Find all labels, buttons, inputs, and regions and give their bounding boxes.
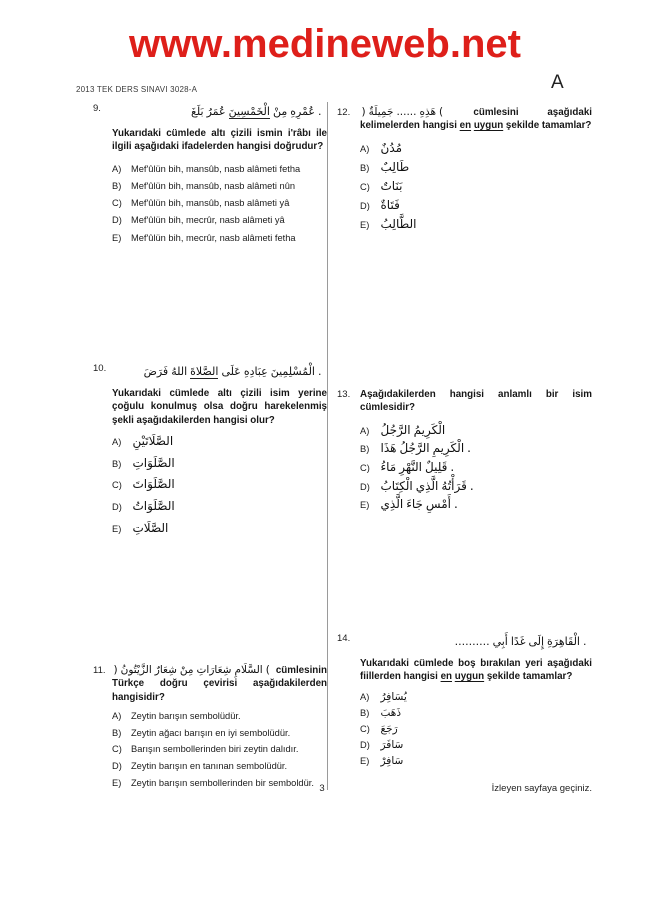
option-label: B): [112, 458, 122, 469]
option-label: C): [360, 182, 370, 192]
question-14: [337, 632, 592, 771]
option-text: Zeytin barışın en tanınan sembolüdür.: [131, 761, 288, 771]
answer-option: [360, 707, 592, 720]
arabic-sentence-line: [112, 362, 327, 380]
arabic-phrase: [379, 756, 405, 766]
arabic-word: النَّهْرِ: [399, 460, 422, 474]
stem-text: şekilde tamamlar?: [484, 671, 573, 683]
underlined-text: en: [459, 120, 472, 132]
arabic-word: ): [265, 664, 270, 676]
arabic-word: هَذِهِ: [419, 106, 437, 118]
page-number: 3: [319, 783, 325, 794]
arabic-word: .: [469, 478, 474, 493]
arabic-word: غَدًا: [510, 635, 526, 648]
arabic-phrase: [379, 422, 447, 437]
arabic-word: أَمْسِ: [425, 497, 451, 512]
option-text: [379, 461, 592, 475]
options-list: [360, 142, 592, 232]
options-list: [360, 424, 592, 512]
site-banner: www.medineweb.net: [129, 22, 521, 66]
options-list: [112, 435, 327, 535]
option-text: [131, 435, 327, 449]
option-label: D): [360, 740, 370, 751]
option-text: Mef'ûlün bih, mansûb, nasb alâmeti nûn: [131, 181, 296, 191]
arabic-word: بَنَاتٌ: [380, 179, 403, 193]
arabic-word: الصَّلَوَاتَ: [132, 477, 175, 492]
option-label: C): [112, 480, 122, 491]
arabic-word: .: [583, 635, 587, 648]
arabic-word: الَّذِي: [380, 497, 404, 512]
arabic-word: الْقَاهِرَةِ: [547, 635, 580, 648]
arabic-word: الصَّلَوَاتِ: [132, 455, 175, 470]
option-label: A): [112, 711, 122, 722]
arabic-word: مُدُنٌ: [380, 140, 403, 155]
question-columns: [75, 100, 592, 800]
answer-option: [360, 755, 592, 768]
option-text: [131, 478, 327, 492]
option-text: Zeytin barışın sembolüdür.: [131, 711, 241, 722]
stem-text: şekilde tamamlar?: [503, 120, 592, 132]
arabic-phrase: [379, 159, 411, 174]
arabic-phrase: [379, 179, 404, 193]
arabic-word: عَلَى: [221, 365, 241, 378]
arabic-word: مَاءُ: [380, 460, 397, 474]
arabic-phrase: [131, 477, 176, 492]
option-text: Barışın sembollerinden biri zeytin dalıdır.: [131, 744, 299, 755]
arabic-word-underlined: الصَّلاةَ: [190, 365, 219, 378]
exam-code: 2013 TEK DERS SINAVI 3028-A: [76, 85, 198, 94]
option-text: [379, 218, 592, 232]
option-label: B): [112, 181, 122, 191]
arabic-phrase: [190, 102, 323, 119]
answer-option: [360, 424, 592, 438]
answer-option: [360, 739, 592, 752]
arabic-word: (: [361, 106, 366, 118]
arabic-word: .: [318, 105, 322, 118]
stem-text: cümlesini aşağıdaki kelimelerden hangisi: [360, 107, 592, 132]
arabic-word: .: [450, 460, 455, 474]
option-text: [379, 180, 592, 194]
option-label: A): [360, 143, 370, 154]
option-label: E): [112, 523, 122, 534]
question-number: 11.: [93, 665, 106, 676]
question-stem: [360, 106, 592, 133]
option-text: [379, 480, 592, 494]
arabic-phrase: [112, 665, 271, 676]
answer-option: [112, 478, 327, 492]
option-text: [131, 522, 327, 536]
answer-option: [112, 710, 327, 723]
answer-option: [112, 777, 327, 790]
arabic-word: جَمِيلَةٌ: [368, 106, 394, 118]
question-12: [337, 106, 592, 237]
option-label: B): [112, 727, 122, 738]
arabic-phrase: [379, 217, 418, 232]
arabic-word: طَالِبٌ: [380, 159, 410, 174]
question-number: 9.: [93, 103, 101, 114]
answer-option: [360, 199, 592, 213]
right-column: [337, 100, 592, 800]
stem-text: Aşağıdakilerden hangisi anlamlı bir isim cümlesidir?: [360, 389, 592, 414]
arabic-word: الرَّجُلُ: [399, 441, 430, 456]
arabic-word: عُمْرِهِ: [290, 105, 315, 118]
arabic-word: الَّذِي: [415, 478, 439, 493]
option-text: [131, 500, 327, 514]
option-label: E): [112, 232, 122, 243]
stem-text: Yukarıdaki cümlede boş bırakılan yeri aşağıdaki fiillerden hangisi: [360, 658, 592, 683]
option-label: C): [360, 724, 370, 734]
stem-text: Yukarıdaki cümlede altı çizili isim yerine çoğulu konulmuş olsa doğru harekelenmiş şekli aşağıdakilerden hangisi olur?: [112, 388, 327, 426]
option-text: Zeytin ağacı barışın en iyi sembolüdür.: [131, 727, 291, 738]
question-number: 13.: [337, 389, 351, 400]
arabic-phrase: [379, 140, 404, 155]
option-label: E): [112, 777, 122, 788]
arabic-word: مِنْ: [179, 664, 194, 676]
question-stem: [112, 664, 327, 704]
arabic-word: رَجَعَ: [380, 723, 398, 735]
option-label: D): [112, 215, 122, 226]
arabic-phrase: [131, 520, 170, 535]
option-label: B): [360, 162, 370, 173]
option-text: Mef'ûlün bih, mansûb, nasb alâmeti yâ: [131, 198, 290, 209]
option-label: D): [360, 481, 370, 492]
option-text: [131, 457, 327, 471]
answer-option: [112, 232, 327, 245]
arabic-phrase: [131, 499, 176, 513]
arabic-sentence-line: [360, 632, 592, 650]
booklet-letter: A: [551, 72, 564, 93]
option-text: Mef'ûlün bih, mecrûr, nasb alâmeti fetha: [131, 232, 296, 243]
option-text: [379, 755, 592, 768]
arabic-word: بَلَغَ: [191, 105, 204, 118]
option-label: E): [360, 500, 370, 511]
arabic-phrase: [453, 632, 588, 649]
arabic-phrase: [379, 497, 459, 512]
underlined-text: uygun: [473, 120, 504, 132]
arabic-word: شِعَارٌ: [154, 664, 177, 676]
arabic-phrase: [360, 107, 445, 118]
answer-option: [112, 457, 327, 471]
arabic-word: الزَّيْتُونُ: [120, 664, 152, 676]
question-number: 14.: [337, 633, 351, 644]
arabic-word-underlined: الْخَمْسِينَ: [228, 105, 270, 118]
option-label: A): [112, 163, 122, 174]
option-text: [379, 161, 592, 175]
answer-option: [360, 691, 592, 704]
option-label: B): [360, 707, 370, 718]
option-text: [379, 707, 592, 720]
underlined-text: uygun: [454, 671, 485, 683]
arabic-phrase: [142, 362, 323, 379]
arabic-word: عُمَرُ: [206, 105, 226, 118]
option-text: Mef'ûlün bih, mansûb, nasb alâmeti fetha: [131, 163, 301, 174]
next-page-note: İzleyen sayfaya geçiniz.: [491, 783, 592, 794]
option-label: D): [112, 502, 122, 512]
arabic-word: الْمُسْلِمِينَ: [270, 365, 315, 378]
arabic-word: الْكَرِيمِ: [432, 441, 465, 456]
question-stem: [360, 657, 592, 684]
arabic-word: فَتَاةٌ: [380, 198, 400, 213]
arabic-word: مِنْ: [272, 105, 288, 118]
arabic-phrase: [379, 692, 408, 702]
arabic-word: جَاءَ: [406, 497, 423, 512]
arabic-sentence-line: [112, 102, 327, 120]
option-label: A): [360, 691, 370, 702]
arabic-word: قَلِيلٌ: [425, 460, 448, 474]
arabic-word: السَّلَامِ: [234, 664, 263, 676]
option-text: [379, 442, 592, 456]
option-label: C): [360, 463, 370, 473]
arabic-word: الصَّلَاتِ: [132, 520, 169, 535]
answer-option: [112, 197, 327, 210]
option-label: C): [112, 744, 122, 755]
arabic-phrase: [131, 455, 176, 470]
question-13: [337, 388, 592, 517]
answer-option: [360, 442, 592, 456]
arabic-word: .: [453, 497, 458, 512]
arabic-word: سَافَرَ: [380, 739, 404, 752]
arabic-word: يُسَافِرُ: [380, 690, 407, 703]
question-stem: [360, 388, 592, 415]
answer-option: [360, 142, 592, 156]
arabic-word: سَافِرْ: [380, 755, 404, 768]
option-text: [379, 498, 592, 512]
option-text: [379, 739, 592, 752]
option-label: D): [360, 201, 370, 212]
option-text: Mef'ûlün bih, mecrûr, nasb alâmeti yâ: [131, 215, 285, 226]
answer-option: [112, 727, 327, 740]
question-number: 10.: [93, 363, 107, 374]
option-text: [379, 199, 592, 213]
option-text: [379, 142, 592, 156]
arabic-word: الْكِتَابُ: [380, 478, 413, 493]
answer-option: [360, 180, 592, 194]
answer-option: [112, 435, 327, 449]
arabic-word: الصَّلَاتَيْنِ: [132, 434, 174, 449]
arabic-word: أَبِي: [492, 635, 508, 648]
arabic-word: شِعَارَاتِ: [196, 664, 232, 676]
arabic-word: ): [439, 106, 444, 118]
question-11: [75, 664, 327, 793]
arabic-word: ......: [396, 106, 417, 118]
stem-text: Yukarıdaki cümlede altı çizili ismin i'râbı ile ilgili aşağıdaki ifadelerden hangisi doğrudur?: [112, 128, 327, 153]
answer-option: [112, 214, 327, 227]
arabic-word: ..........: [454, 635, 490, 648]
arabic-phrase: [379, 724, 399, 734]
option-label: D): [112, 761, 122, 771]
option-label: E): [360, 756, 370, 767]
left-column: [75, 100, 327, 800]
answer-option: [360, 723, 592, 736]
arabic-phrase: [379, 740, 405, 750]
answer-option: [360, 480, 592, 494]
option-label: C): [112, 198, 122, 209]
arabic-word: .: [467, 441, 471, 456]
answer-option: [112, 760, 327, 773]
arabic-phrase: [379, 441, 473, 456]
arabic-phrase: [379, 708, 403, 718]
answer-option: [112, 522, 327, 536]
arabic-word: (: [113, 664, 118, 676]
arabic-phrase: [379, 460, 456, 474]
options-list: [112, 710, 327, 789]
arabic-word: عِبَادِهِ: [243, 365, 268, 378]
underlined-text: en: [440, 671, 453, 683]
option-label: A): [112, 437, 122, 448]
option-text: Zeytin barışın sembollerinden bir semboldür.: [131, 777, 314, 788]
options-list: [360, 691, 592, 768]
arabic-word: الصَّلَوَاتُ: [132, 499, 175, 513]
arabic-phrase: [131, 434, 175, 449]
question-9: [75, 102, 327, 249]
arabic-word: اللهُ: [171, 365, 188, 378]
answer-option: [112, 743, 327, 756]
option-label: A): [360, 425, 370, 436]
answer-option: [112, 500, 327, 514]
option-text: [379, 691, 592, 704]
arabic-word: الطَّالِبُ: [380, 217, 417, 232]
question-10: [75, 362, 327, 543]
arabic-word: قَرَأْتُهُ: [441, 478, 467, 493]
arabic-word: فَرَضَ: [143, 365, 169, 378]
options-list: [112, 163, 327, 244]
answer-option: [360, 218, 592, 232]
column-divider: [327, 102, 328, 790]
arabic-word: الْكَرِيمُ: [413, 422, 446, 437]
arabic-word: إِلَى: [528, 635, 545, 648]
answer-option: [112, 180, 327, 193]
question-stem: [112, 127, 327, 154]
stem-text: cümlesinin Türkçe doğru çevirisi aşağıdakilerden hangisidir?: [112, 665, 327, 703]
arabic-word: هَذَا: [380, 441, 397, 456]
arabic-word: .: [318, 365, 322, 378]
option-label: E): [360, 220, 370, 231]
arabic-word: ذَهَبَ: [380, 706, 402, 719]
answer-option: [112, 163, 327, 176]
answer-option: [360, 161, 592, 175]
answer-option: [360, 461, 592, 475]
arabic-phrase: [379, 478, 475, 493]
option-text: [379, 424, 592, 438]
option-text: [379, 723, 592, 736]
option-label: B): [360, 444, 370, 455]
question-number: 12.: [337, 107, 351, 118]
question-stem: [112, 387, 327, 427]
answer-option: [360, 498, 592, 512]
arabic-word: الرَّجُلُ: [380, 422, 411, 437]
arabic-phrase: [379, 198, 401, 213]
